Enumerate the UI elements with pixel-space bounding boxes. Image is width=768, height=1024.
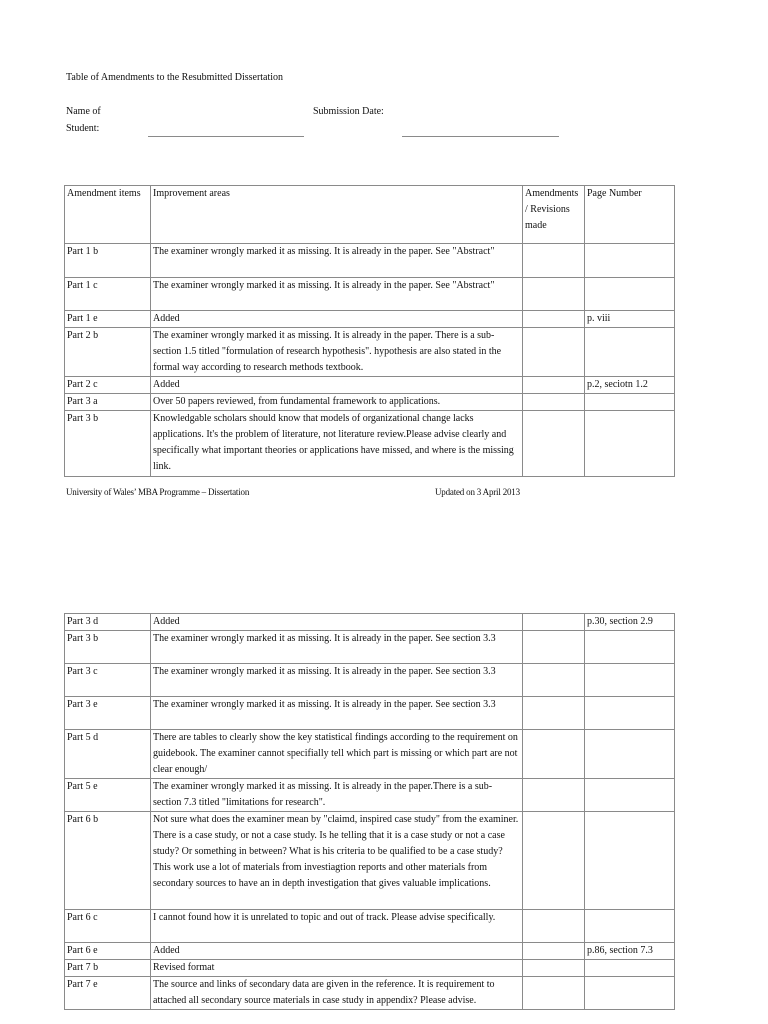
cell-revision-made — [523, 697, 585, 730]
table-row — [65, 977, 675, 1010]
table-row — [65, 411, 675, 477]
cell-page-number — [585, 394, 675, 411]
cell-improvement-area: The examiner wrongly marked it as missing. It is already in the paper. See section 3.3 — [151, 697, 523, 730]
cell-page-number — [585, 697, 675, 730]
cell-revision-made — [523, 812, 585, 910]
cell-improvement-area: The examiner wrongly marked it as missing. It is already in the paper. See section 3.3 — [151, 631, 523, 664]
cell-revision-made — [523, 779, 585, 812]
student-name-label: Name of Student: — [66, 106, 101, 134]
cell-amendment-item: Part 3 b — [65, 411, 151, 477]
footer-updated-date: Updated on 3 April 2013 — [435, 487, 520, 497]
submission-date-label: Submission Date: — [313, 106, 384, 117]
cell-page-number — [585, 730, 675, 779]
cell-revision-made — [523, 664, 585, 697]
cell-amendment-item: Part 6 b — [65, 812, 151, 910]
cell-page-number — [585, 779, 675, 812]
cell-improvement-area: Not sure what does the examiner mean by "claimd, inspired case study" from the examiner. There is a case study, or not a case study. Is he telling that it is a case study or not a case study? Or something in between? What is his criteria to be qualified to be a case study? This work use a lot of materials from investiagtion reports and other materials from secondary sources to have an in depth investigation that gives valuable implications. — [151, 812, 523, 910]
cell-amendment-item: Part 3 c — [65, 664, 151, 697]
cell-revision-made — [523, 910, 585, 943]
cell-improvement-area: Over 50 papers reviewed, from fundamental framework to applications. — [151, 394, 523, 411]
cell-amendment-item: Part 6 e — [65, 943, 151, 960]
cell-revision-made — [523, 278, 585, 311]
cell-page-number — [585, 328, 675, 377]
cell-amendment-item: Part 1 e — [65, 311, 151, 328]
cell-improvement-area: Knowledgable scholars should know that models of organizational change lacks applications. It's the problem of literature, not literature review.Please advise clearly and specifically what important theories or applications have missed, and where is the missing link. — [151, 411, 523, 477]
table-row — [65, 910, 675, 943]
header-amendments-revisions-made: Amendments / Revisions made — [523, 186, 585, 244]
table-row — [65, 244, 675, 278]
table-header-row — [65, 186, 675, 244]
cell-page-number — [585, 411, 675, 477]
amendments-table-page-1 — [64, 185, 675, 477]
cell-page-number — [585, 812, 675, 910]
cell-page-number: p.2, seciotn 1.2 — [585, 377, 675, 394]
cell-page-number — [585, 910, 675, 943]
cell-page-number: p.30, section 2.9 — [585, 614, 675, 631]
cell-page-number: p. viii — [585, 311, 675, 328]
cell-improvement-area: I cannot found how it is unrelated to topic and out of track. Please advise specifically. — [151, 910, 523, 943]
amendments-table-page-2 — [64, 613, 675, 1010]
cell-revision-made — [523, 244, 585, 278]
cell-revision-made — [523, 311, 585, 328]
cell-improvement-area: Added — [151, 943, 523, 960]
cell-amendment-item: Part 3 b — [65, 631, 151, 664]
cell-revision-made — [523, 377, 585, 394]
cell-improvement-area: The examiner wrongly marked it as missing. It is already in the paper. See "Abstract" — [151, 278, 523, 311]
table-row — [65, 943, 675, 960]
cell-improvement-area: The examiner wrongly marked it as missing. It is already in the paper. See section 3.3 — [151, 664, 523, 697]
header-amendment-items: Amendment items — [65, 186, 151, 244]
cell-amendment-item: Part 6 c — [65, 910, 151, 943]
cell-revision-made — [523, 631, 585, 664]
cell-amendment-item: Part 1 c — [65, 278, 151, 311]
cell-revision-made — [523, 943, 585, 960]
cell-amendment-item: Part 7 b — [65, 960, 151, 977]
cell-revision-made — [523, 411, 585, 477]
cell-improvement-area: The examiner wrongly marked it as missing. It is already in the paper. See "Abstract" — [151, 244, 523, 278]
footer-programme: University of Wales’ MBA Programme – Dissertation — [66, 487, 250, 497]
cell-revision-made — [523, 328, 585, 377]
cell-amendment-item: Part 2 b — [65, 328, 151, 377]
cell-amendment-item: Part 5 e — [65, 779, 151, 812]
student-name-field-line[interactable] — [148, 136, 304, 137]
cell-page-number — [585, 977, 675, 1010]
cell-amendment-item: Part 1 b — [65, 244, 151, 278]
cell-amendment-item: Part 5 d — [65, 730, 151, 779]
table-row — [65, 730, 675, 779]
cell-improvement-area: Added — [151, 311, 523, 328]
header-page-number: Page Number — [585, 186, 675, 244]
cell-amendment-item: Part 2 c — [65, 377, 151, 394]
submission-date-field-line[interactable] — [402, 136, 559, 137]
cell-improvement-area: The examiner wrongly marked it as missing. It is already in the paper. There is a sub-section 1.5 titled "formulation of research hypothesis". hypothesis are also stated in the formal way according to research methods textbook. — [151, 328, 523, 377]
cell-page-number — [585, 278, 675, 311]
cell-improvement-area: The examiner wrongly marked it as missing. It is already in the paper.There is a sub-section 7.3 titled "limitations for research". — [151, 779, 523, 812]
cell-amendment-item: Part 7 e — [65, 977, 151, 1010]
cell-improvement-area: Revised format — [151, 960, 523, 977]
cell-page-number — [585, 631, 675, 664]
table-row — [65, 328, 675, 377]
cell-improvement-area: The source and links of secondary data are given in the reference. It is requirement to attached all secondary source materials in case study in appendix? Please advise. — [151, 977, 523, 1010]
cell-revision-made — [523, 977, 585, 1010]
cell-revision-made — [523, 960, 585, 977]
table-row — [65, 812, 675, 910]
cell-revision-made — [523, 614, 585, 631]
cell-amendment-item: Part 3 a — [65, 394, 151, 411]
cell-page-number — [585, 664, 675, 697]
table-row — [65, 779, 675, 812]
table-row — [65, 394, 675, 411]
cell-page-number — [585, 960, 675, 977]
cell-page-number — [585, 244, 675, 278]
cell-improvement-area: There are tables to clearly show the key statistical findings according to the requirement on guidebook. The examiner cannot specifially tell which part is missing or which part are not clear enough/ — [151, 730, 523, 779]
cell-revision-made — [523, 394, 585, 411]
cell-revision-made — [523, 730, 585, 779]
document-title: Table of Amendments to the Resubmitted Dissertation — [66, 72, 284, 83]
cell-page-number: p.86, section 7.3 — [585, 943, 675, 960]
table-row — [65, 631, 675, 664]
table-row — [65, 278, 675, 311]
table-row — [65, 664, 675, 697]
header-improvement-areas: Improvement areas — [151, 186, 523, 244]
table-row — [65, 614, 675, 631]
cell-amendment-item: Part 3 d — [65, 614, 151, 631]
cell-improvement-area: Added — [151, 614, 523, 631]
cell-amendment-item: Part 3 e — [65, 697, 151, 730]
table-row — [65, 697, 675, 730]
table-row — [65, 960, 675, 977]
table-row — [65, 311, 675, 328]
table-row — [65, 377, 675, 394]
cell-improvement-area: Added — [151, 377, 523, 394]
